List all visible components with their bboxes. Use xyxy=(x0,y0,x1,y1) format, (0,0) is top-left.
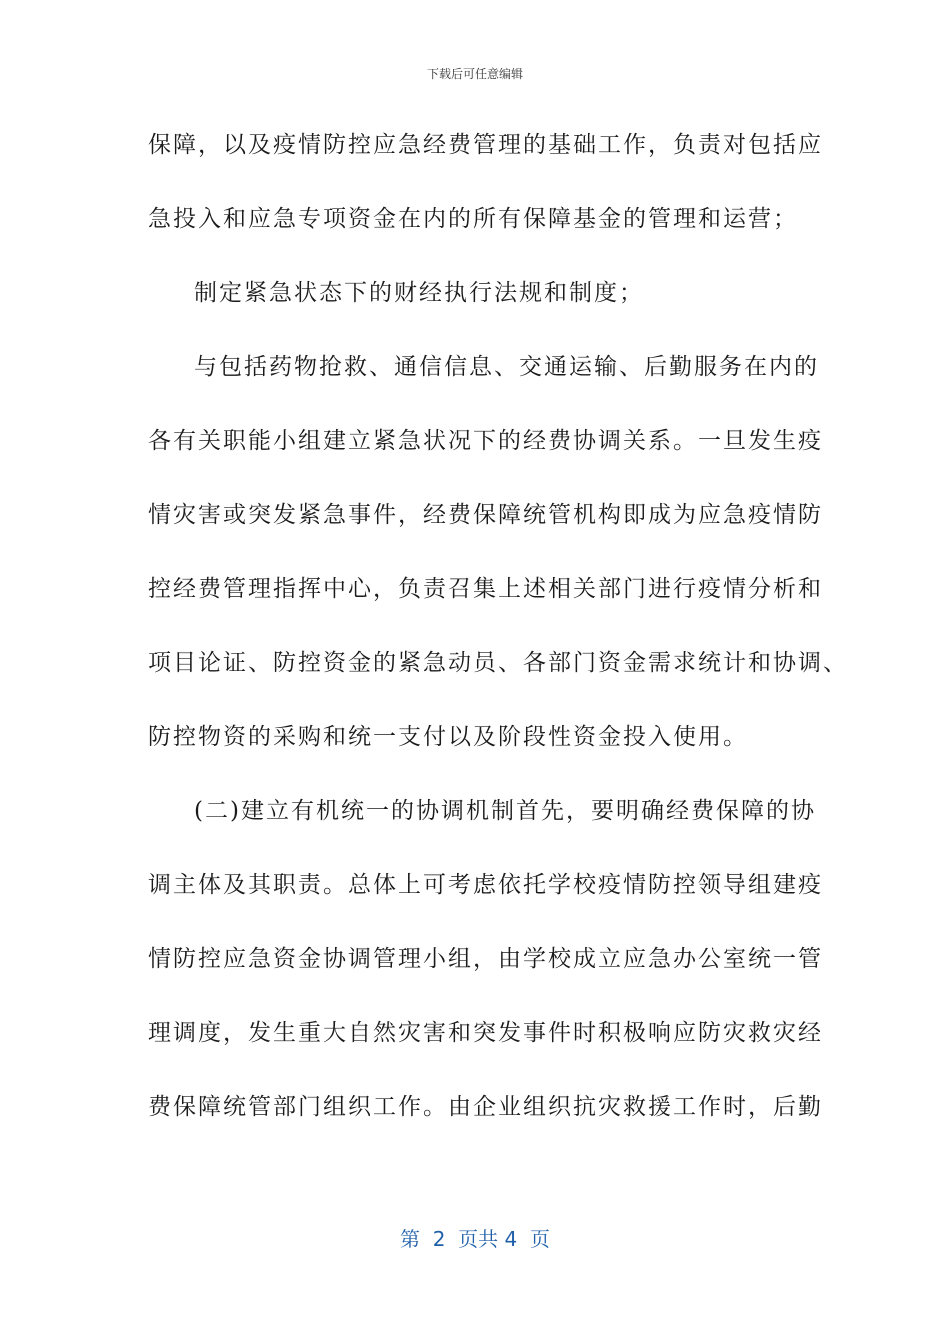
paragraph-line: 与包括药物抢救、通信信息、交通运输、后勤服务在内的 xyxy=(194,354,819,380)
paragraph-line: 项目论证、防控资金的紧急动员、各部门资金需求统计和协调、 xyxy=(148,650,848,676)
paragraph-line: 调主体及其职责。总体上可考虑依托学校疫情防控领导组建疫 xyxy=(148,872,823,898)
document-body xyxy=(148,120,848,1156)
paragraph-line: 情灾害或突发紧急事件，经费保障统管机构即成为应急疫情防 xyxy=(148,502,823,528)
paragraph-line: 各有关职能小组建立紧急状况下的经费协调关系。一旦发生疫 xyxy=(148,428,823,454)
page-header-note: 下载后可任意编辑 xyxy=(426,67,523,81)
paragraph-line: 防控物资的采购和统一支付以及阶段性资金投入使用。 xyxy=(148,724,748,750)
paragraph-line: (二)建立有机统一的协调机制首先，要明确经费保障的协 xyxy=(194,798,816,824)
paragraph-line: 费保障统管部门组织工作。由企业组织抗灾救援工作时，后勤 xyxy=(148,1094,823,1120)
paragraph-line: 理调度，发生重大自然灾害和突发事件时积极响应防灾救灾经 xyxy=(148,1020,823,1046)
paragraph-line: 急投入和应急专项资金在内的所有保障基金的管理和运营； xyxy=(148,206,798,232)
paragraph-line: 制定紧急状态下的财经执行法规和制度； xyxy=(194,280,644,306)
page-number: 第 2 页共 4 页 xyxy=(400,1227,550,1251)
paragraph-line: 保障，以及疫情防控应急经费管理的基础工作，负责对包括应 xyxy=(148,132,823,158)
paragraph-line: 控经费管理指挥中心，负责召集上述相关部门进行疫情分析和 xyxy=(148,576,823,602)
paragraph-line: 情防控应急资金协调管理小组，由学校成立应急办公室统一管 xyxy=(148,946,823,972)
